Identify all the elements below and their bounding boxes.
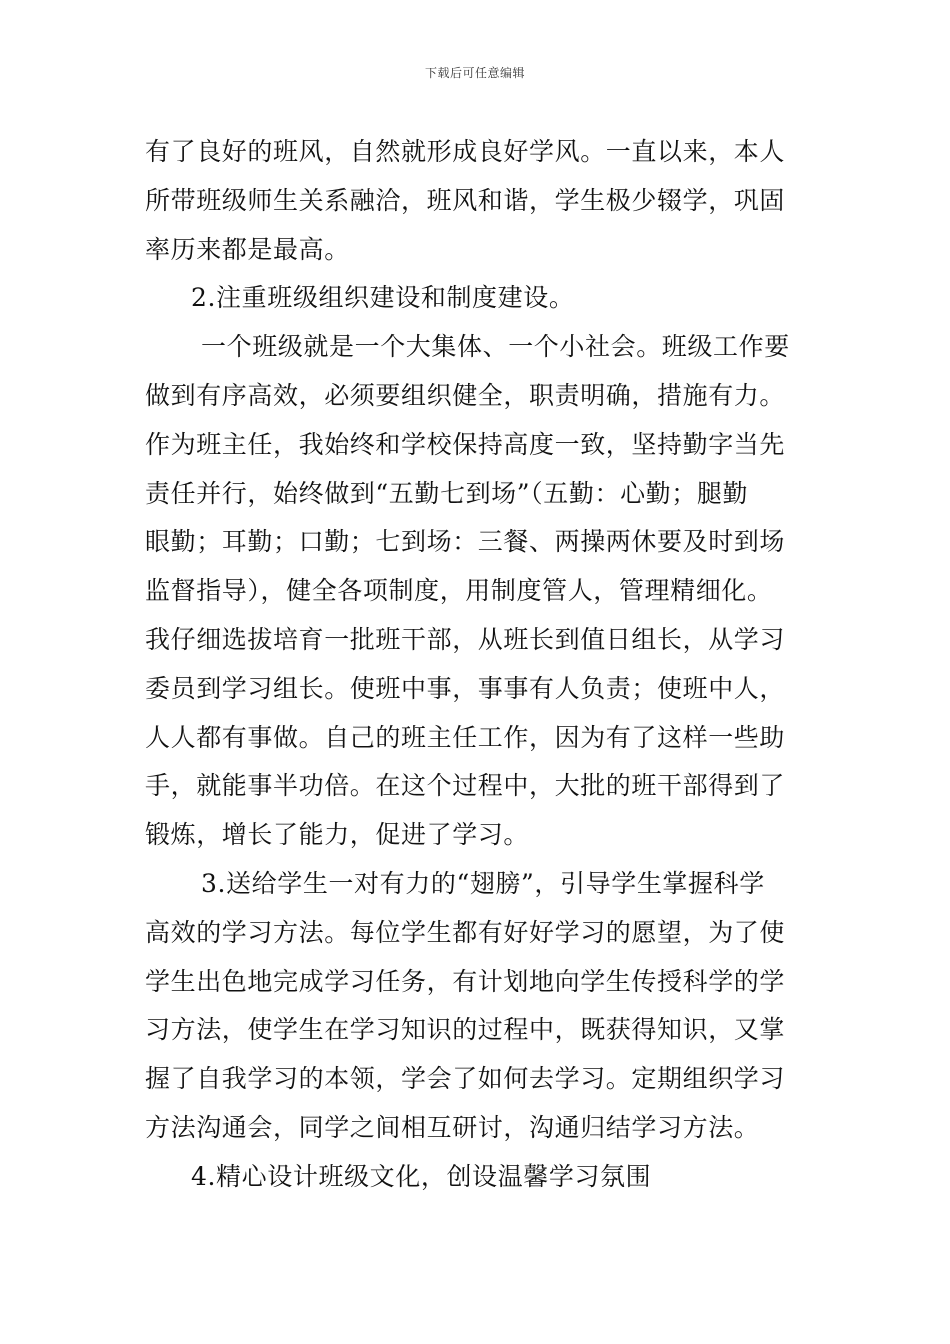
heading-line: 2.注重班级组织建设和制度建设。 [191,283,575,313]
text-line: 有了良好的班风，自然就形成良好学风。一直以来，本人 [145,137,786,166]
text-line: 我仔细选拔培育一批班干部，从班长到值日组长，从学习 [145,624,786,654]
text-line: 手，就能事半功倍。在这个过程中，大批的班干部得到了 [145,771,786,801]
text-line: 监督指导），健全各项制度，用制度管人，管理精细化。 [145,576,773,606]
text-line: 习方法，使学生在学习知识的过程中，既获得知识，又掌 [145,1015,786,1045]
paragraph-organization [145,323,807,860]
text-line: 锻炼，增长了能力，促进了学习。 [145,820,530,850]
section-heading-4 [145,1153,807,1202]
text-line: 一个班级就是一个大集体、一个小社会。班级工作要 [201,332,790,362]
text-line: 做到有序高效，必须要组织健全，职责明确，措施有力。 [145,380,786,410]
text-line: 作为班主任，我始终和学校保持高度一致，坚持勤字当先 [145,429,786,459]
text-line: 高效的学习方法。每位学生都有好好学习的愿望，为了使 [145,917,786,947]
text-line: 率历来都是最高。 [145,234,350,264]
section-heading-2 [145,274,807,323]
text-line: 委员到学习组长。使班中事，事事有人负责；使班中人， [145,673,786,703]
page-header-note: 下载后可任意编辑 [424,66,525,80]
paragraph-class-spirit [145,128,807,274]
text-line: 人人都有事做。自己的班主任工作，因为有了这样一些助 [145,722,786,752]
text-line: 3.送给学生一对有力的“翅膀”，引导学生掌握科学 [201,868,765,898]
text-line: 学生出色地完成学习任务，有计划地向学生传授科学的学 [145,966,786,996]
text-line: 所带班级师生关系融洽，班风和谐，学生极少辍学，巩固 [145,185,786,215]
paragraph-study-methods [145,860,807,1153]
heading-line: 4.精心设计班级文化，创设温馨学习氛围 [191,1161,652,1191]
document-body [145,128,807,1202]
text-line: 眼勤；耳勤；口勤；七到场：三餐、两操两休要及时到场 [145,527,786,557]
text-line: 责任并行，始终做到“五勤七到场”（五勤：心勤；腿勤 [145,478,749,508]
text-line: 握了自我学习的本领，学会了如何去学习。定期组织学习 [145,1064,786,1094]
text-line: 方法沟通会，同学之间相互研讨，沟通归结学习方法。 [145,1112,760,1142]
